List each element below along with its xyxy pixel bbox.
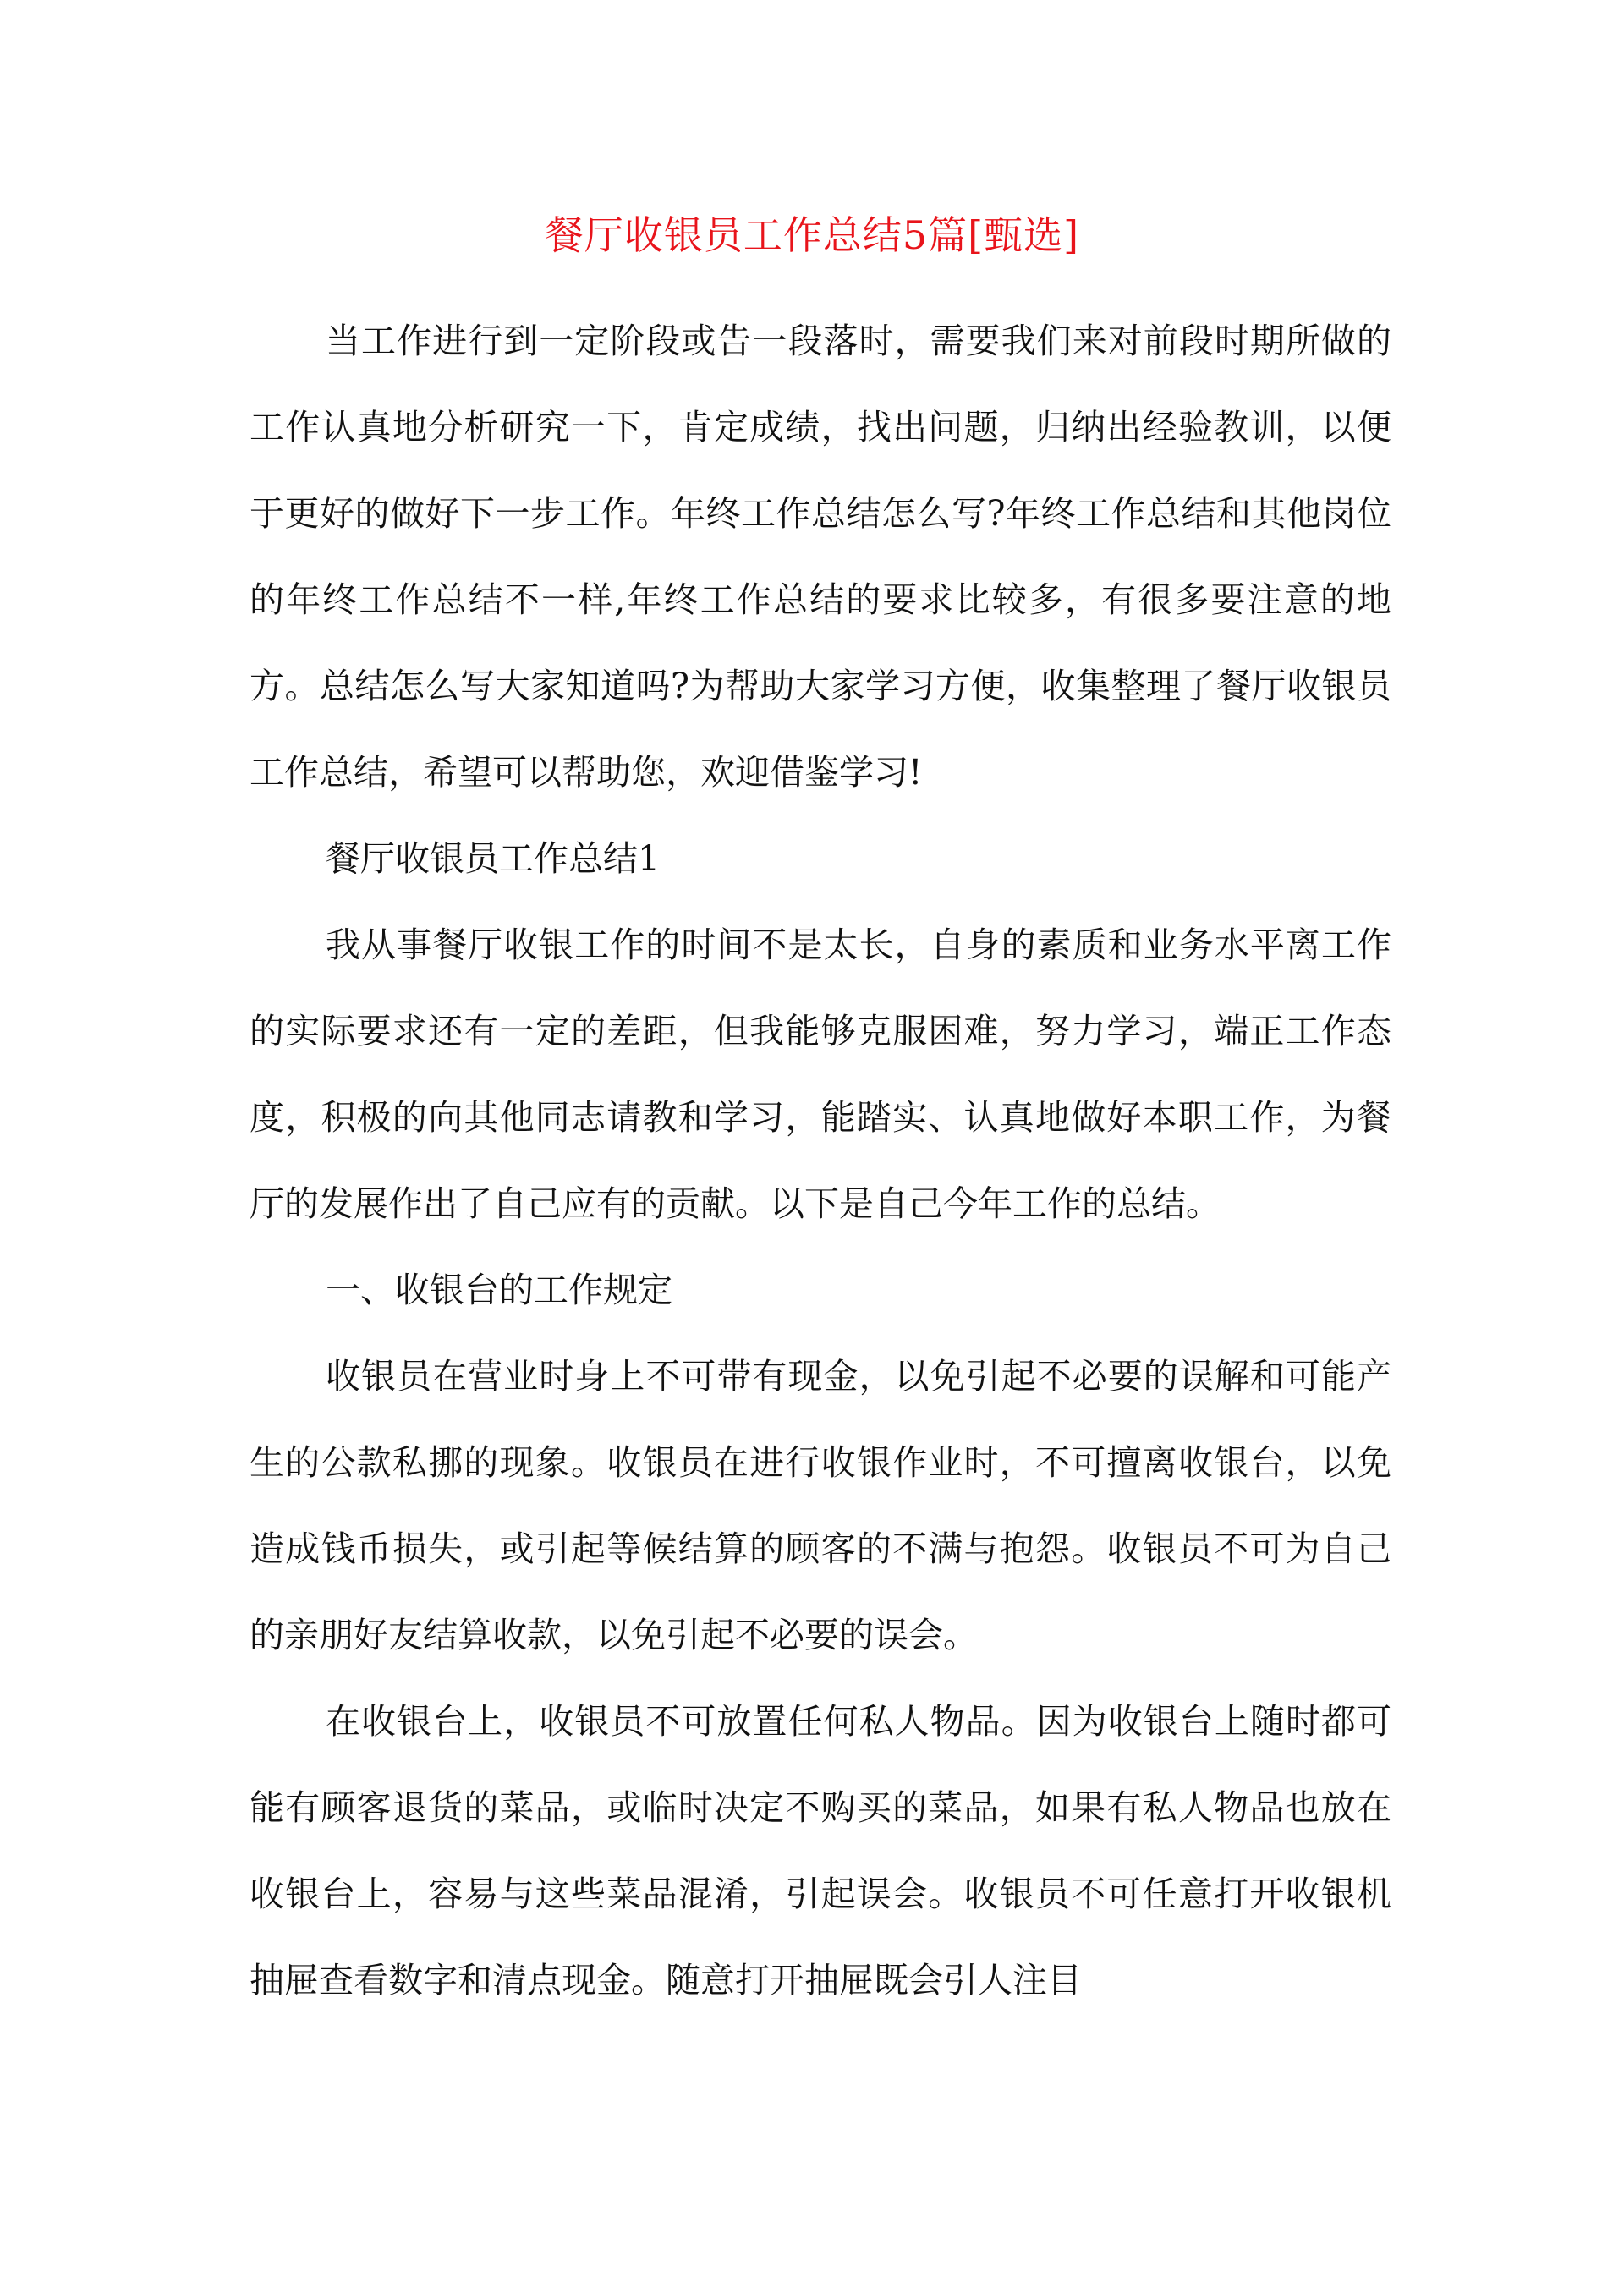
document-title: 餐厅收银员工作总结5篇[甄选] [544,212,1080,258]
document-body [250,298,1391,2023]
intro-paragraph: 当工作进行到一定阶段或告一段落时，需要我们来对前段时期所做的工作认真地分析研究一下，肯定成绩，找出问题，归纳出经验教训，以便于更好的做好下一步工作。年终工作总结怎么写?年终工作总结和其他岗位的年终工作总结不一样,年终工作总结的要求比较多，有很多要注意的地方。总结怎么写大家知道吗?为帮助大家学习方便，收集整理了餐厅收银员工作总结，希望可以帮助您，欢迎借鉴学习! [250,321,1391,793]
body-paragraph: 收银员在营业时身上不可带有现金，以免引起不必要的误解和可能产生的公款私挪的现象。收银员在进行收银作业时，不可擅离收银台，以免造成钱币损失，或引起等候结算的顾客的不满与抱怨。收银员不可为自己的亲朋好友结算收款，以免引起不必要的误会。 [250,1356,1391,1655]
body-paragraph: 在收银台上，收银员不可放置任何私人物品。因为收银台上随时都可能有顾客退货的菜品，或临时决定不购买的菜品，如果有私人物品也放在收银台上，容易与这些菜品混淆，引起误会。收银员不可任意打开收银机抽屉查看数字和清点现金。随意打开抽屉既会引人注目 [250,1701,1391,2000]
section-heading-cashier-rules: 一、收银台的工作规定 [326,1270,672,1310]
section-heading-summary-1: 餐厅收银员工作总结1 [326,838,661,879]
body-paragraph: 我从事餐厅收银工作的时间不是太长，自身的素质和业务水平离工作的实际要求还有一定的差距，但我能够克服困难，努力学习，端正工作态度，积极的向其他同志请教和学习，能踏实、认真地做好本职工作，为餐厅的发展作出了自己应有的贡献。以下是自己今年工作的总结。 [250,925,1391,1224]
